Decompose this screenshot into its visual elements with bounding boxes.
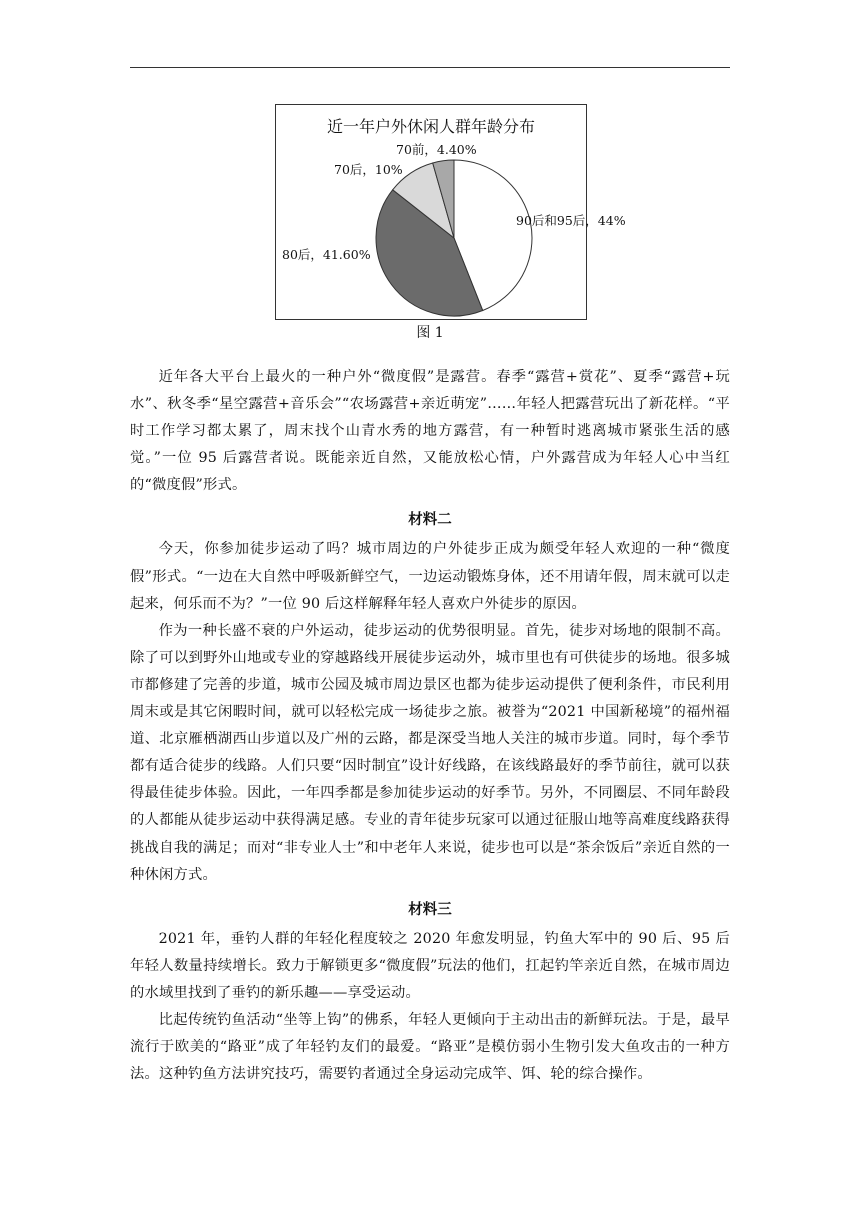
figure-caption: 图 1 — [416, 325, 444, 341]
paragraph: 作为一种长盛不衰的户外运动，徒步运动的优势很明显。首先，徒步对场地的限制不高。除了可以到野外山地或专业的穿越路线开展徒步运动外，城市里也有可供徒步的场地。很多城市都修建了完善的步道，城市公园及城市周边景区也都为徒步运动提供了便利条件，市民利用周末或是其它闲暇时间，就可以轻松完成一场徒步之旅。被誉为“2021 中国新秘境”的福州福道、北京雁栖湖西山步道以及广州的云路，都是深受当地人关注的城市步道。同时，每个季节都有适合徒步的线路。人们只要“因时制宜”设计好线路，在该线路最好的季节前往，就可以获得最佳徒步体验。因此，一年四季都是参加徒步运动的好季节。另外，不同圈层、不同年龄段的人都能从徒步运动中获得满足感。专业的青年徒步玩家可以通过征服山地等高难度线路获得挑战自我的满足；而对“非专业人士”和中老年人来说，徒步也可以是“茶余饭后”亲近自然的一种休闲方式。 — [130, 622, 730, 883]
slice-label-pre70: 70前，4.40% — [396, 142, 477, 157]
section-heading-2: 材料二 — [408, 512, 452, 529]
pie-chart — [276, 105, 586, 319]
paragraph: 2021 年，垂钓人群的年轻化程度较之 2020 年愈发明显，钓鱼大军中的 90 后、95 后年轻人数量持续增长。致力于解锁更多“微度假”玩法的他们，扛起钓竿亲近自然，在城市周边的水域里找到了垂钓的新乐趣——享受运动。 — [130, 930, 730, 1001]
chart-title: 近一年户外休闲人群年龄分布 — [326, 117, 535, 136]
section-heading-3: 材料三 — [408, 901, 452, 918]
article-body — [130, 364, 730, 1088]
paragraph: 今天，你参加徒步运动了吗？城市周边的户外徒步正成为颇受年轻人欢迎的一种“微度假”形式。“一边在大自然中呼吸新鲜空气，一边运动锻炼身体，还不用请年假，周末就可以走起来，何乐而不为？”一位 90 后这样解释年轻人喜欢户外徒步的原因。 — [130, 541, 730, 612]
paragraph: 比起传统钓鱼活动“坐等上钩”的佛系，年轻人更倾向于主动出击的新鲜玩法。于是，最早流行于欧美的“路亚”成了年轻钓友们的最爱。“路亚”是模仿弱小生物引发大鱼攻击的一种方法。这种钓鱼方法讲究技巧，需要钓者通过全身运动完成竿、饵、轮的综合操作。 — [130, 1011, 730, 1083]
slice-label-80s: 80后，41.60% — [282, 247, 371, 262]
slice-label-70s: 70后，10% — [334, 162, 403, 177]
header-rule — [130, 67, 730, 68]
paragraph: 近年各大平台上最火的一种户外“微度假”是露营。春季“露营+赏花”、夏季“露营+玩水”、秋冬季“星空露营+音乐会”“农场露营+亲近萌宠”……年轻人把露营玩出了新花样。“平时工作学习都太累了，周末找个山青水秀的地方露营，有一种暂时逃离城市紧张生活的感觉。”一位 95 后露营者说。既能亲近自然，又能放松心情，户外露营成为年轻人心中当红的“微度假”形式。 — [130, 369, 730, 494]
pie-chart-figure — [275, 104, 626, 320]
slice-label-90s: 90后和95后，44% — [516, 213, 626, 228]
